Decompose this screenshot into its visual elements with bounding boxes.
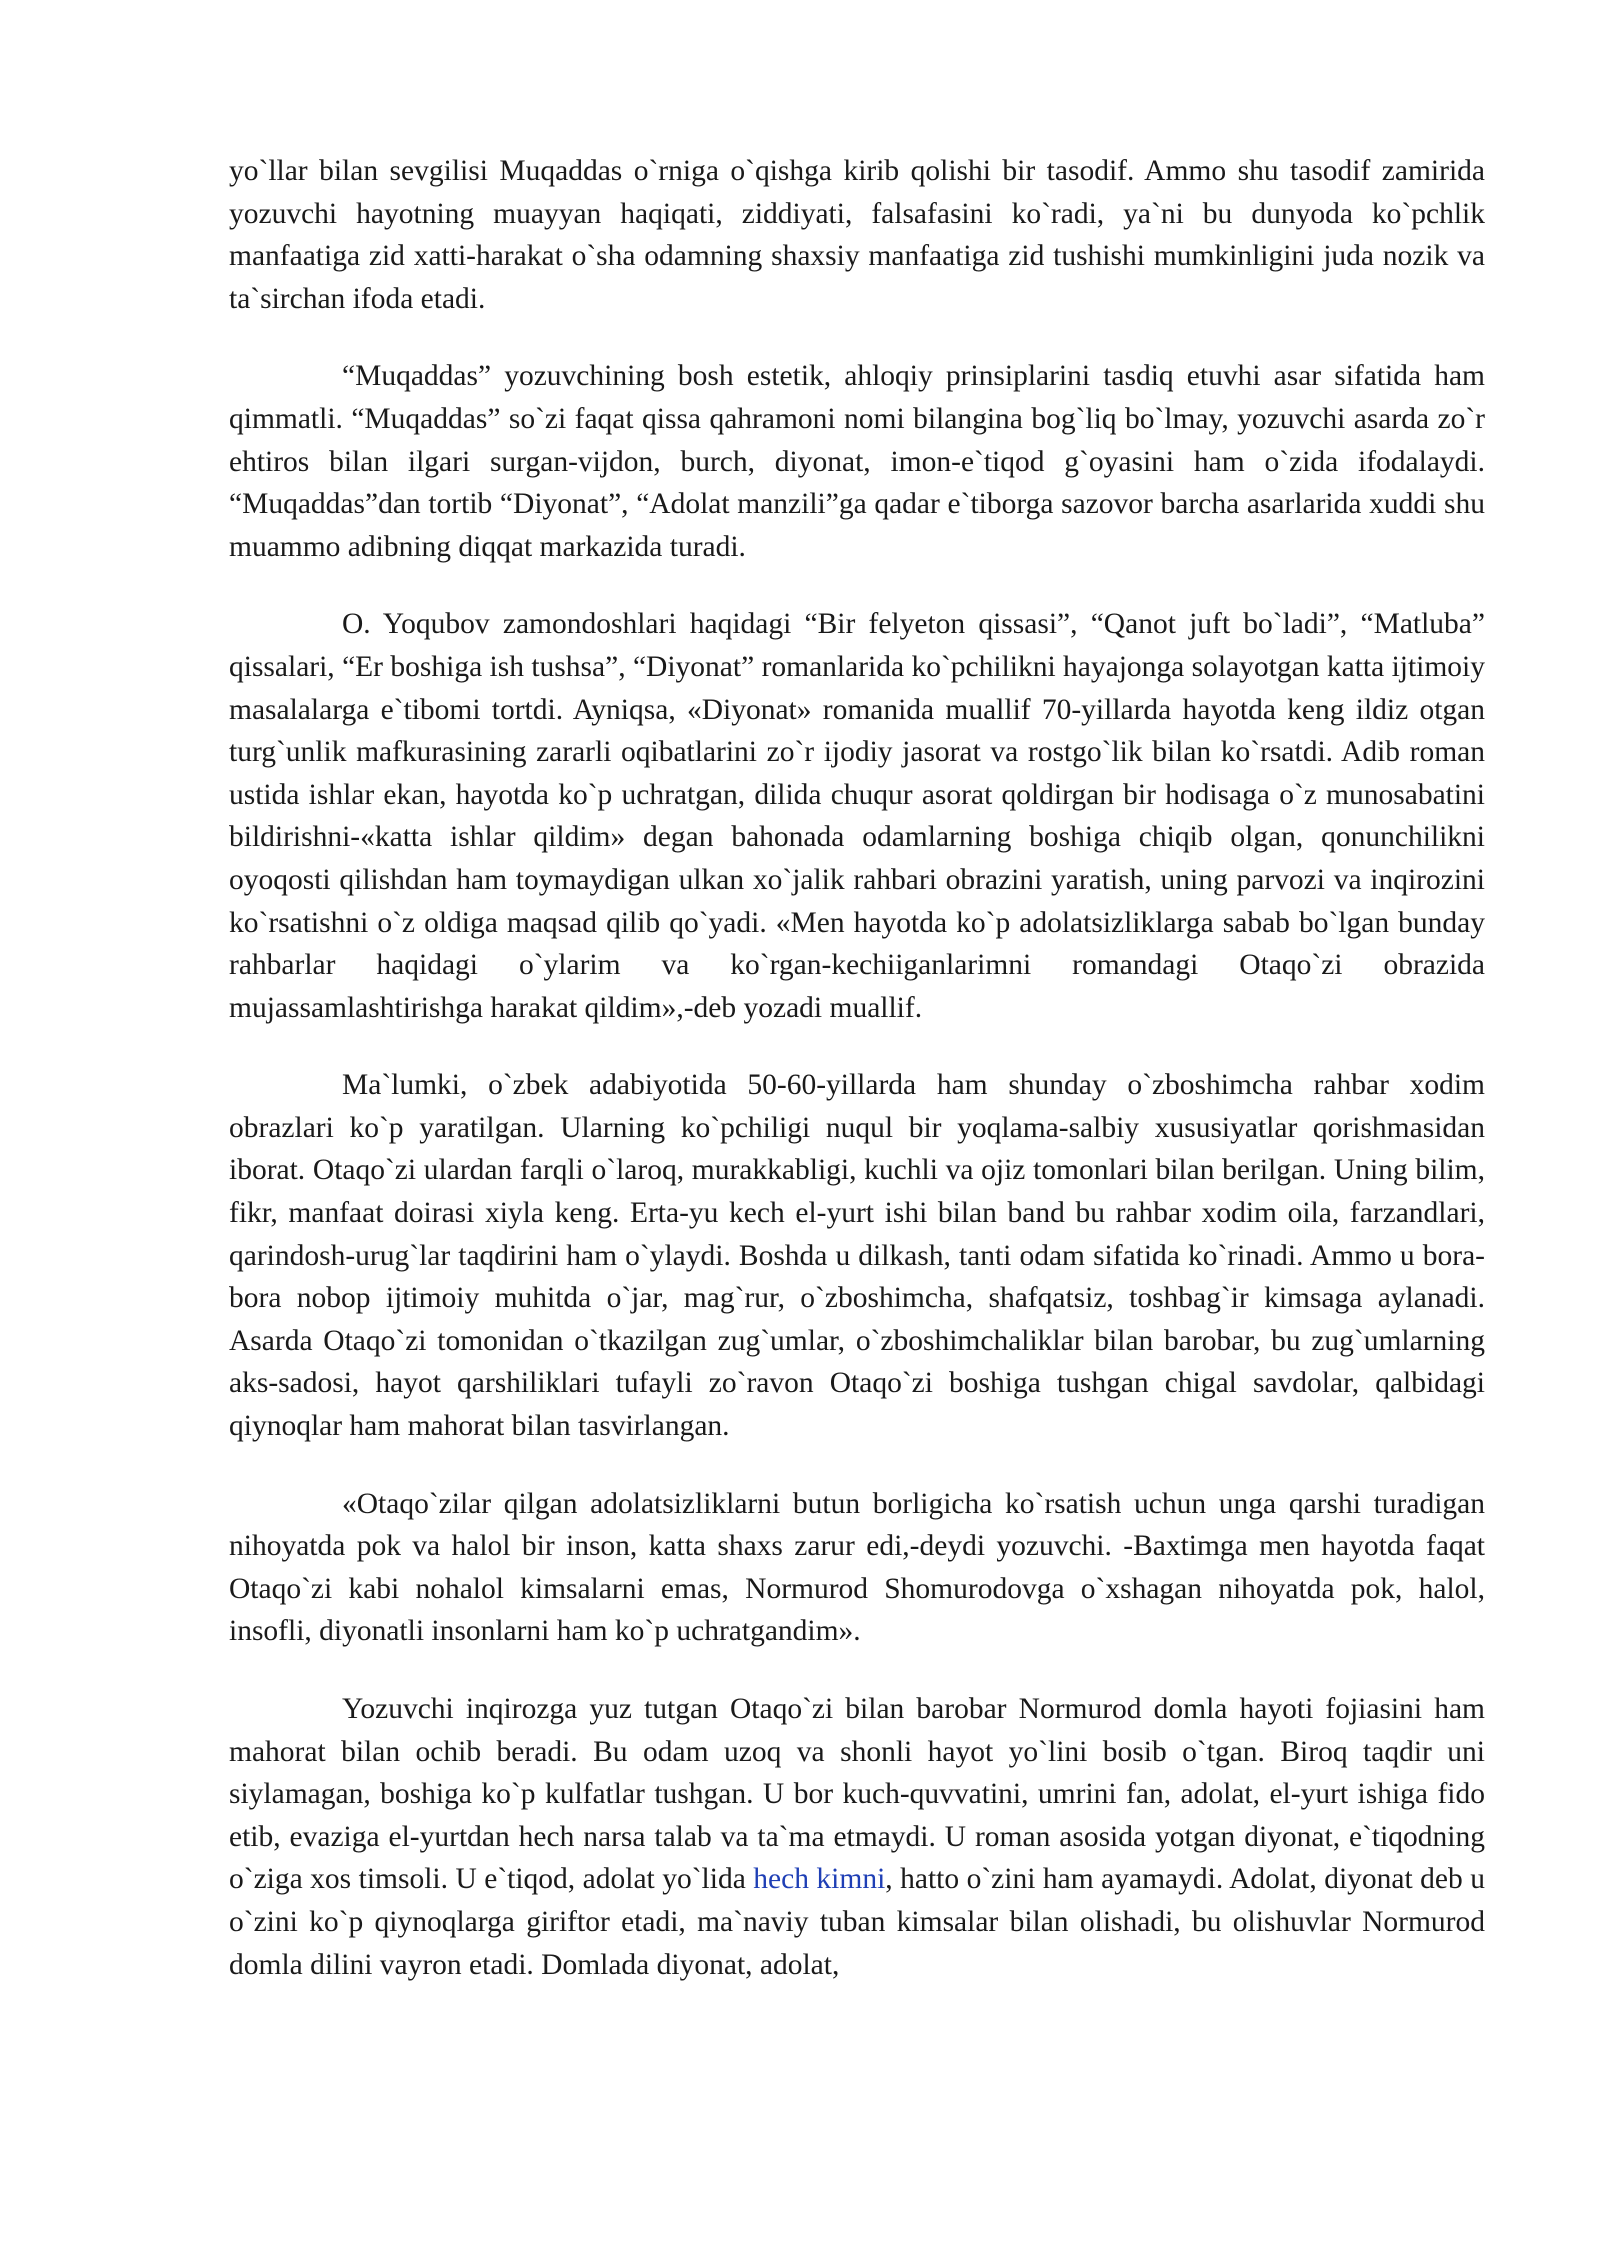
paragraph-text: Ma`lumki, o`zbek adabiyotida 50-60-yillarda ham shunday o`zboshimcha rahbar xodim obrazlari ko`p yaratilgan. Ularning ko`pchiligi nuqul bir yoqlama-salbiy xususiyatlar qorishmasidan iborat. Otaqo`zi ulardan farqli o`laroq, murakkabligi, kuchli va ojiz tomonlari bilan berilgan. Uning bilim, fikr, manfaat doirasi xiyla keng. Erta-yu kech el-yurt ishi bilan band bu rahbar xodim oila, farzandlari, qarindosh-urug`lar taqdirini ham o`ylaydi. Boshda u dilkash, tanti odam sifatida ko`rinadi. Ammo u bora-bora nobop ijtimoiy muhitda o`jar, mag`rur, o`zboshimcha, shafqatsiz, toshbag`ir kimsaga aylanadi. Asarda Otaqo`zi tomonidan o`tkazilgan zug`umlar, o`zboshimchaliklar bilan barobar, bu zug`umlarning aks-sadosi, hayot qarshiliklari tufayli zo`ravon Otaqo`zi boshiga tushgan chigal savdolar, qalbidagi qiynoqlar ham mahorat bilan tasvirlangan. [229, 1069, 1485, 1443]
paragraph-text: “Muqaddas” yozuvchining bosh estetik, ahloqiy prinsiplarini tasdiq etuvhi asar sifatida ham qimmatli. “Muqaddas” so`zi faqat qissa qahramoni nomi bilangina bog`liq bo`lmay, yozuvchi asarda zo`r ehtiros bilan ilgari surgan-vijdon, burch, diyonat, imon-e`tiqod g`oyasini ham o`zida ifodalaydi. “Muqaddas”dan tortib “Diyonat”, “Adolat manzili”ga qadar e`tiborga sazovor barcha asarlarida xuddi shu muammo adibning diqqat markazida turadi. [229, 360, 1485, 563]
hyperlink-hech-kimni[interactable]: hech kimni [753, 1863, 886, 1896]
paragraph-4 [229, 1064, 1485, 1447]
paragraph-text: yo`llar bilan sevgilisi Muqaddas o`rniga o`qishga kirib qolishi bir tasodif. Ammo shu tasodif zamirida yozuvchi hayotning muayyan haqiqati, ziddiyati, falsafasini ko`radi, ya`ni bu dunyoda ko`pchlik manfaatiga zid xatti-harakat o`sha odamning shaxsiy manfaatiga zid tushishi mumkinligini juda nozik va ta`sirchan ifoda etadi. [229, 155, 1485, 315]
paragraph-5 [229, 1483, 1485, 1653]
paragraph-text: Yozuvchi inqirozga yuz tutgan Otaqo`zi bilan barobar Normurod domla hayoti fojiasini ham mahorat bilan ochib beradi. Bu odam uzoq va shonli hayot yo`lini bosib o`tgan. Biroq taqdir uni siylamagan, boshiga ko`p kulfatlar tushgan. U bor kuch-quvvatini, umrini fan, adolat, el-yurt ishiga fido etib, evaziga el-yurtdan hech narsa talab va ta`ma etmaydi. U roman asosida yotgan diyonat, e`tiqodning o`ziga xos timsoli. U e`tiqod, adolat yo`lida [229, 1693, 1485, 1896]
paragraph-6 [229, 1688, 1485, 1986]
paragraph-text: «Otaqo`zilar qilgan adolatsizliklarni butun borligicha ko`rsatish uchun unga qarshi turadigan nihoyatda pok va halol bir inson, katta shaxs zarur edi,-deydi yozuvchi. -Baxtimga men hayotda faqat Otaqo`zi kabi nohalol kimsalarni emas, Normurod Shomurodovga o`xshagan nihoyatda pok, halol, insofli, diyonatli insonlarni ham ko`p uchratgandim». [229, 1487, 1485, 1648]
document-body [229, 150, 1485, 2021]
paragraph-text: , hatto o`zini ham ayamaydi. Adolat, diyonat deb u o`zini ko`p qiynoqlarga giriftor etadi, ma`naviy tuban kimsalar bilan olishadi, bu olishuvlar Normurod domla dilini vayron etadi. Domlada diyonat, adolat, [229, 1863, 1485, 1981]
paragraph-2 [229, 355, 1485, 568]
paragraph-1 [229, 150, 1485, 320]
paragraph-text: O. Yoqubov zamondoshlari haqidagi “Bir felyeton qissasi”, “Qanot juft bo`ladi”, “Matluba” qissalari, “Er boshiga ish tushsa”, “Diyonat” romanlarida ko`pchilikni hayajonga solayotgan katta ijtimoiy masalalarga e`tibomi tortdi. Ayniqsa, «Diyonat» romanida muallif 70-yillarda hayotda keng ildiz otgan turg`unlik mafkurasining zararli oqibatlarini zo`r ijodiy jasorat va rostgo`lik bilan ko`rsatdi. Adib roman ustida ishlar ekan, hayotda ko`p uchratgan, dilida chuqur asorat qoldirgan bir hodisaga o`z munosabatini bildirishni-«katta ishlar qildim» degan bahonada odamlarning boshiga chiqib olgan, qonunchilikni oyoqosti qilishdan ham toymaydigan ulkan xo`jalik rahbari obrazini yaratish, uning parvozi va inqirozini ko`rsatishni o`z oldiga maqsad qilib qo`yadi. «Men hayotda ko`p adolatsizliklarga sabab bo`lgan bunday rahbarlar haqidagi o`ylarim va ko`rgan-kechiiganlarimni romandagi Otaqo`zi obrazida mujassamlashtirishga harakat qildim»,-deb yozadi muallif. [229, 608, 1485, 1024]
paragraph-3 [229, 603, 1485, 1029]
